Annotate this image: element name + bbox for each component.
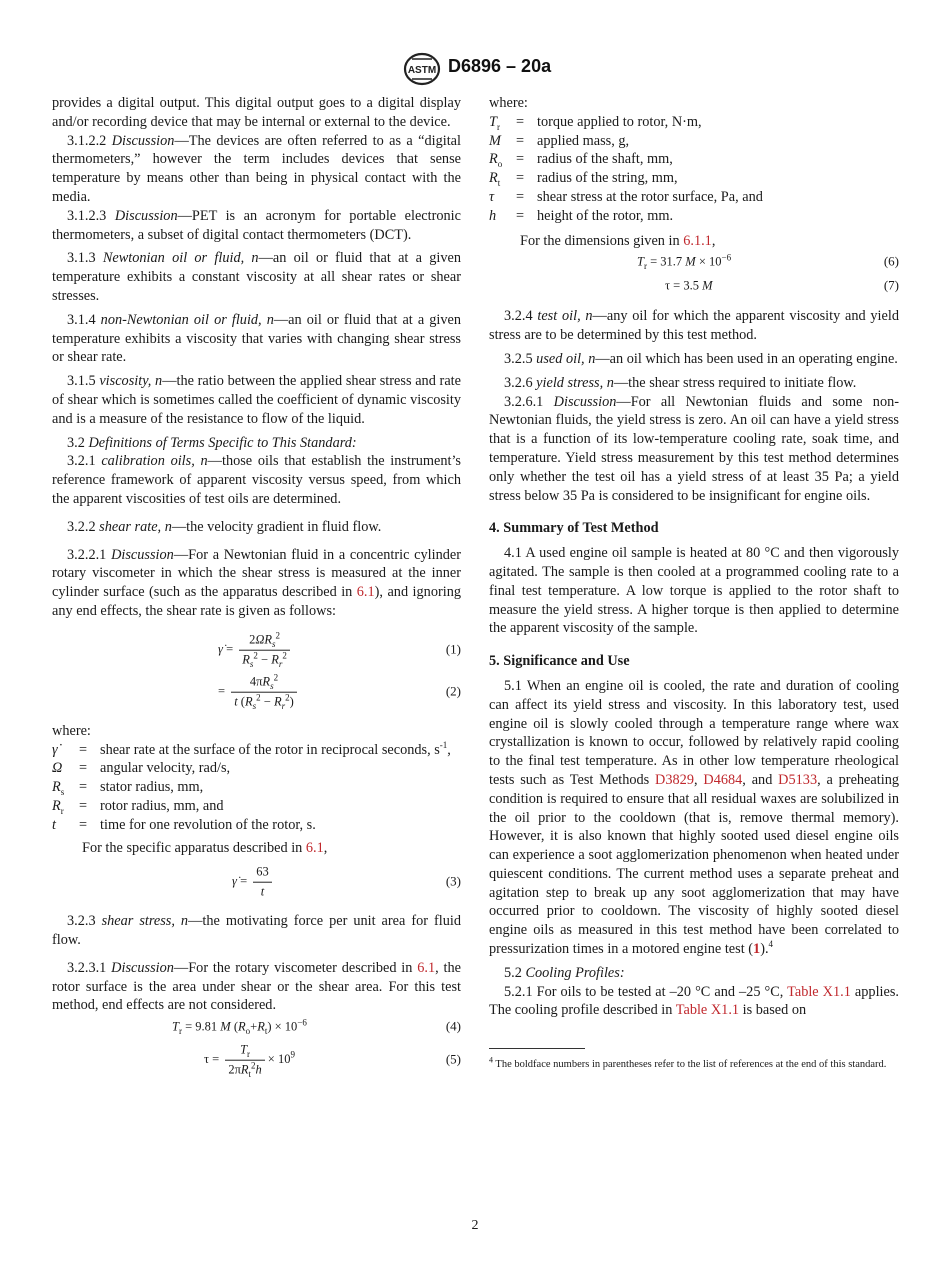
list-item: τ = shear stress at the rotor surface, Pa, and [489, 188, 763, 205]
page-number: 2 [471, 1218, 479, 1233]
section-heading: 3.2 Definitions of Terms Specific to This Standard: [67, 434, 357, 451]
where-label: where: [52, 722, 91, 739]
equation-3: γ̇ = $\frac{63}{t}$ (3) [232, 865, 461, 899]
paragraph: 3.2.1 calibration oils, n—those oils that establish the instrument’s reference framework of apparent viscosity versus speed, from which the apparent viscosities of test oils are determined. [52, 453, 461, 507]
where-label: where: [489, 95, 528, 111]
equation-2: = $\frac{4\pi R_s^2}{t (R_s^2 - R_r^2)}$ (2) [218, 672, 461, 711]
paragraph: 3.2.3.1 Discussion—For the rotary viscometer described in 6.1, the rotor surface is the area under shear or the shear area. For this test method, end effects are not considered. [52, 959, 461, 1014]
paragraph: 5.2.1 For oils to be tested at –20 °C and –25 °C, Table X1.1 applies. The cooling profile described in Table X1.1 is based on [489, 983, 899, 1019]
equation-6: $T_r = 31.7$ $M \times 10^{-6}$ (6) [637, 252, 899, 272]
section-heading: 5. Significance and Use [489, 653, 630, 670]
footnote: $^4$ The boldface numbers in parentheses refer to the list of references at the end of this standard. [489, 1055, 887, 1071]
equation-4: $T_r = 9.81$ M $(R_o+R_t) \times 10^{-6}$ (4) [172, 1017, 461, 1037]
xref-link[interactable]: D5133 [778, 771, 818, 788]
paragraph: provides a digital output. This digital output goes to a digital display and/or recording device that may be internal or external to the device. [52, 95, 461, 130]
xref-link[interactable]: D3829 [655, 771, 694, 788]
paragraph: 3.2.2 shear rate, n—the velocity gradient in fluid flow. [67, 518, 382, 535]
paragraph: For the specific apparatus described in 6.1, [82, 839, 328, 856]
standard-designation: D6896 – 20a [448, 56, 552, 76]
list-item: M = applied mass, g, [489, 132, 630, 149]
paragraph: 3.2.3 shear stress, n—the motivating force per unit area for fluid flow. [52, 913, 461, 949]
paragraph: 5.1 When an engine oil is cooled, the rate and duration of cooling can affect its yield stress and viscosity. In this laboratory test, used engine oil is slowly cooled through a temperature range where wax crystallization is known to occur, followed by relatively rapid cooling to the final test temperature. As in other low temperature rheological tests such as Test Methods D3829, D4684, and D5133, a preheating condition is required to ensure that all residual waxes are solubilized in the oil prior to the cooldown (that is, remove thermal memory). However, it is also known that highly sooted used diesel engine oils can experience a soot agglomerization phenomenon when heated under quiescent conditions. The current method uses a separate preheat and agitation step to break up any soot agglomerization that may have occurred prior to cooldown. The viscosity of highly sooted diesel engine oils as measured in this test method have been correlated to pressurization times in a motored engine test (1).$^4$ [489, 677, 899, 958]
list-item: $R_t$ = radius of the string, mm, [489, 170, 678, 189]
equation-5: τ = $\frac{T_r}{2\pi R_t^2h}$ × $10^9$ (5) [204, 1042, 461, 1080]
paragraph: 3.1.4 non-Newtonian oil or fluid, n—an oil or fluid that at a given temperature exhibits a viscosity that varies with changing shear stress or shear rate. [52, 311, 462, 366]
left-column [52, 94, 461, 1081]
paragraph: For the dimensions given in 6.1.1, [520, 232, 716, 249]
list-item: $R_o$ = radius of the shaft, mm, [489, 151, 673, 170]
paragraph: 4.1 A used engine oil sample is heated at 80 °C and then vigorously agitated. The sample is then cooled at a programmed cooling rate to a final test temperature. A low torque is applied to the rotor shaft to measure the yield stress. A higher torque is then applied to determine the apparent viscosity of the sample. [489, 545, 899, 637]
equation-7: τ = 3.5 M (7) [665, 277, 899, 293]
xref-link[interactable]: 6.1 [305, 839, 324, 856]
paragraph: 3.1.3 Newtonian oil or fluid, n—an oil or fluid that at a given temperature exhibits a constant viscosity at all shear rates or shear stresses. [52, 250, 462, 304]
paragraph: 3.2.2.1 Discussion—For a Newtonian fluid in a concentric cylinder rotary viscometer in which the shear stress is measured at the inner cylinder surface (such as the apparatus described in 6.1), and ignoring any end effects, the shear rate is given as follows: [52, 546, 461, 619]
right-column [489, 94, 899, 1072]
paragraph: 3.1.2.2 Discussion—The devices are often referred to as a “digital thermometers,” however the term includes devices that sense temperature by means other than being in physical contact with the media. [52, 132, 461, 205]
list-item: Ω = angular velocity, rad/s, [52, 760, 231, 777]
astm-logo-icon [403, 52, 441, 86]
paragraph: 5.2 Cooling Profiles: [504, 964, 625, 981]
symbol-list [52, 741, 461, 835]
paragraph: 3.2.6.1 Discussion—For all Newtonian fluids and some non-Newtonian fluids, the yield stress is zero. An oil can have a yield stress that is a function of its low-temperature cooling rate, soak time, and temperature. Yield stress measurement by this test method determines only whether the test oil has a yield stress of at least 35 Pa; a yield stress below 35 Pa is considered to be insignificant for engine oils. [489, 393, 900, 504]
list-item: $R_s$ = stator radius, mm, [52, 779, 204, 797]
svg-text:ASTM: ASTM [407, 65, 437, 76]
xref-link[interactable]: 6.1 [356, 584, 375, 601]
xref-link[interactable]: Table X1.1 [675, 1002, 740, 1019]
equation-1: γ̇ = $\frac{2\Omega R_s^2}{R_s^2 - R_r^2}$ (1) [218, 630, 461, 669]
paragraph: 3.2.4 test oil, n—any oil for which the apparent viscosity and yield stress are to be determined by this test method. [489, 308, 899, 344]
paragraph: 3.1.5 viscosity, n—the ratio between the applied shear stress and rate of shear which is sometimes called the coefficient of dynamic viscosity and is a measure of the resistance to flow of the liquid. [52, 373, 461, 427]
reference-link[interactable]: 1 [753, 941, 761, 958]
section-heading: 4. Summary of Test Method [489, 520, 659, 537]
footnote-marker: 4 [768, 939, 774, 950]
paragraph: 3.2.6 yield stress, n—the shear stress required to initiate flow. [504, 374, 857, 391]
xref-link[interactable]: D4684 [703, 771, 743, 788]
xref-link[interactable]: Table X1.1 [787, 983, 851, 1000]
paragraph: 3.1.2.3 Discussion—PET is an acronym for portable electronic thermometers, a subset of digital contact thermometers (DCT). [52, 207, 461, 243]
page-header [0, 52, 950, 86]
list-item: $R_r$ = rotor radius, mm, and [52, 797, 224, 816]
footnote-divider [489, 1048, 585, 1049]
list-item: $T_r$ = torque applied to rotor, N·m, [489, 113, 702, 132]
list-item: γ̇ = shear rate at the surface of the rotor in reciprocal seconds, $s^{-1}$, [52, 739, 451, 758]
xref-link[interactable]: 6.1.1 [683, 232, 712, 249]
list-item: h = height of the rotor, mm. [489, 207, 674, 224]
xref-link[interactable]: 6.1 [417, 959, 436, 976]
symbol-list [489, 113, 899, 226]
paragraph: 3.2.5 used oil, n—an oil which has been used in an operating engine. [504, 350, 898, 367]
list-item: t = time for one revolution of the rotor, s. [52, 816, 316, 833]
